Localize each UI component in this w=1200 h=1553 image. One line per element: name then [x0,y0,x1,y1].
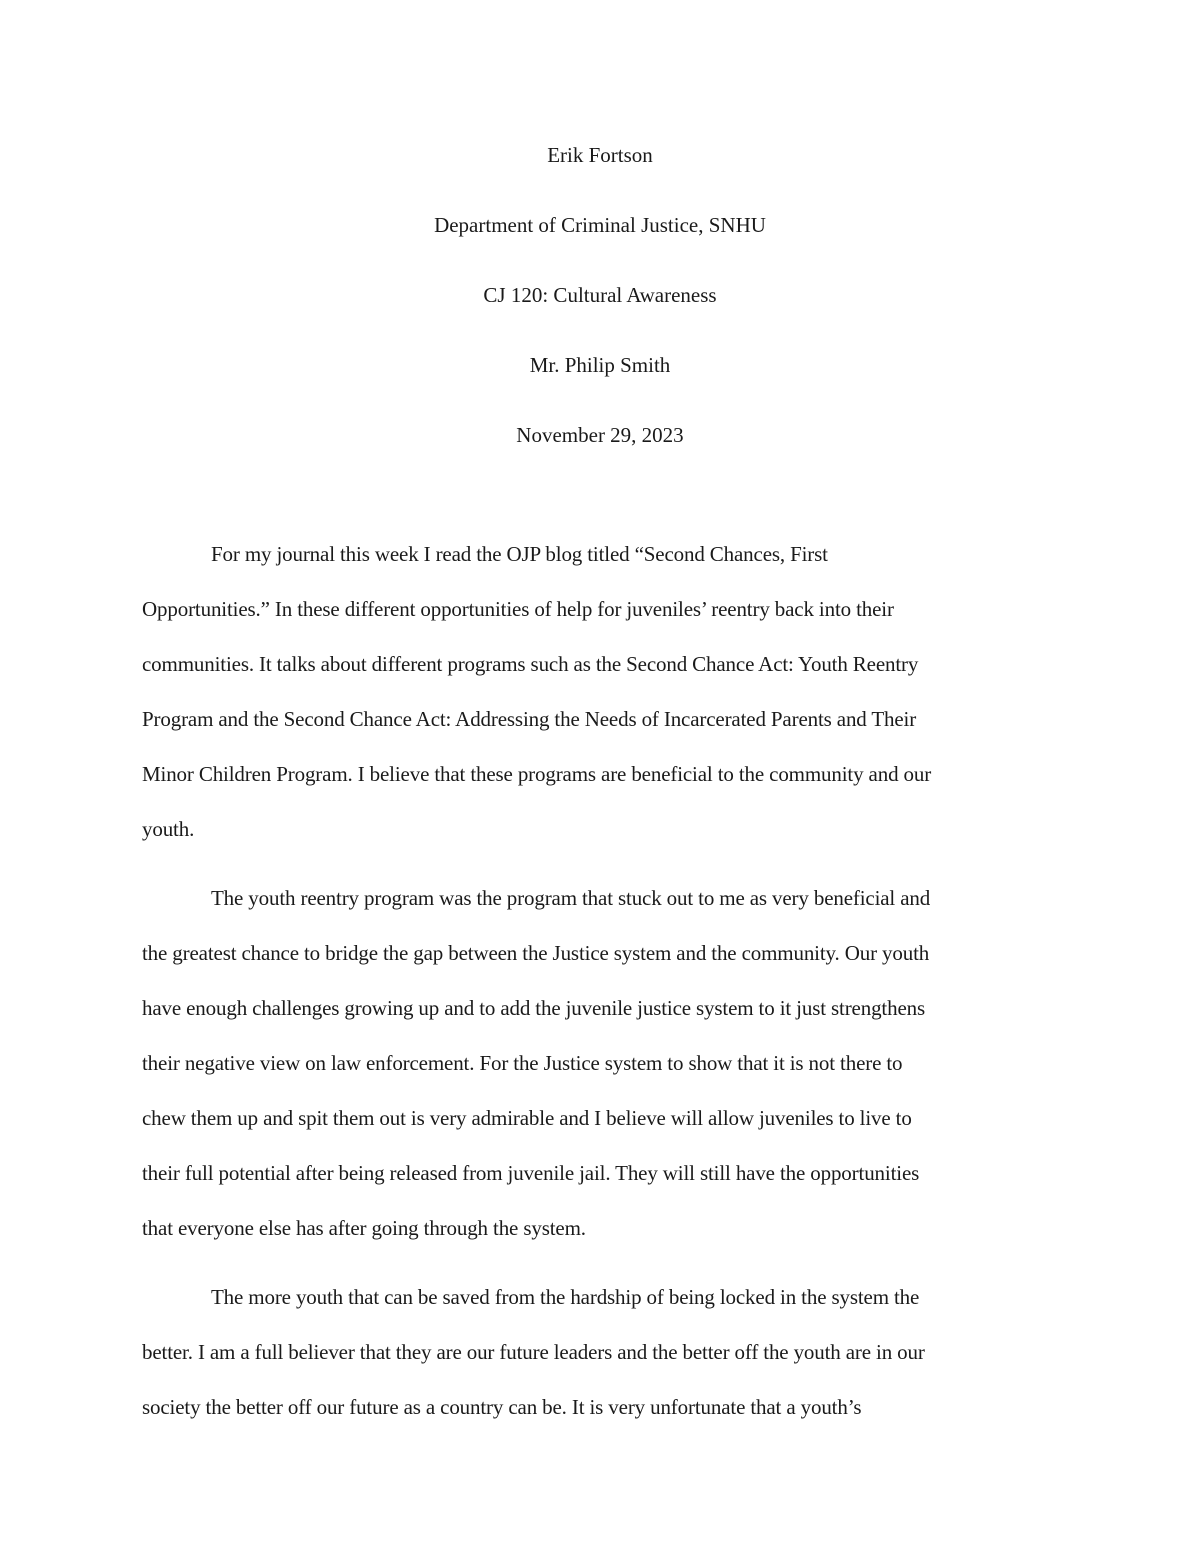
paragraph-spacer [142,1256,1060,1270]
text-line: youth. [142,817,195,841]
paragraph-1 [142,527,1060,857]
text-line: Opportunities.” In these different opportunities of help for juveniles’ reentry back into their [142,597,894,621]
text-line: For my journal this week I read the OJP blog titled “Second Chances, First [211,542,828,566]
text-line: Minor Children Program. I believe that these programs are beneficial to the community and our [142,762,932,786]
text-line: have enough challenges growing up and to add the juvenile justice system to it just strengthens [142,996,926,1020]
journal-body [142,527,1060,1435]
text-line: Program and the Second Chance Act: Addressing the Needs of Incarcerated Parents and Their [142,707,917,731]
text-line: better. I am a full believer that they are our future leaders and the better off the youth are in our [142,1340,925,1364]
instructor-name: Mr. Philip Smith [529,353,671,377]
course-name: CJ 120: Cultural Awareness [483,283,717,307]
title-block [0,138,1200,488]
text-line: The more youth that can be saved from the hardship of being locked in the system the [211,1285,920,1309]
department-affiliation: Department of Criminal Justice, SNHU [434,213,766,237]
text-line: their full potential after being released from juvenile jail. They will still have the opportunities [142,1161,920,1185]
text-line: The youth reentry program was the program that stuck out to me as very beneficial and [211,886,931,910]
paragraph-spacer [142,857,1060,871]
paragraph-3 [142,1270,1060,1435]
text-line: chew them up and spit them out is very admirable and I believe will allow juveniles to live to [142,1106,912,1130]
text-line: communities. It talks about different programs such as the Second Chance Act: Youth Reentry [142,652,919,676]
author-name: Erik Fortson [547,143,653,167]
text-line: society the better off our future as a country can be. It is very unfortunate that a youth’s [142,1395,862,1419]
text-line: their negative view on law enforcement. For the Justice system to show that it is not there to [142,1051,903,1075]
submission-date: November 29, 2023 [516,423,684,447]
text-line: the greatest chance to bridge the gap between the Justice system and the community. Our youth [142,941,930,965]
paragraph-2 [142,871,1060,1256]
text-line: that everyone else has after going through the system. [142,1216,586,1240]
